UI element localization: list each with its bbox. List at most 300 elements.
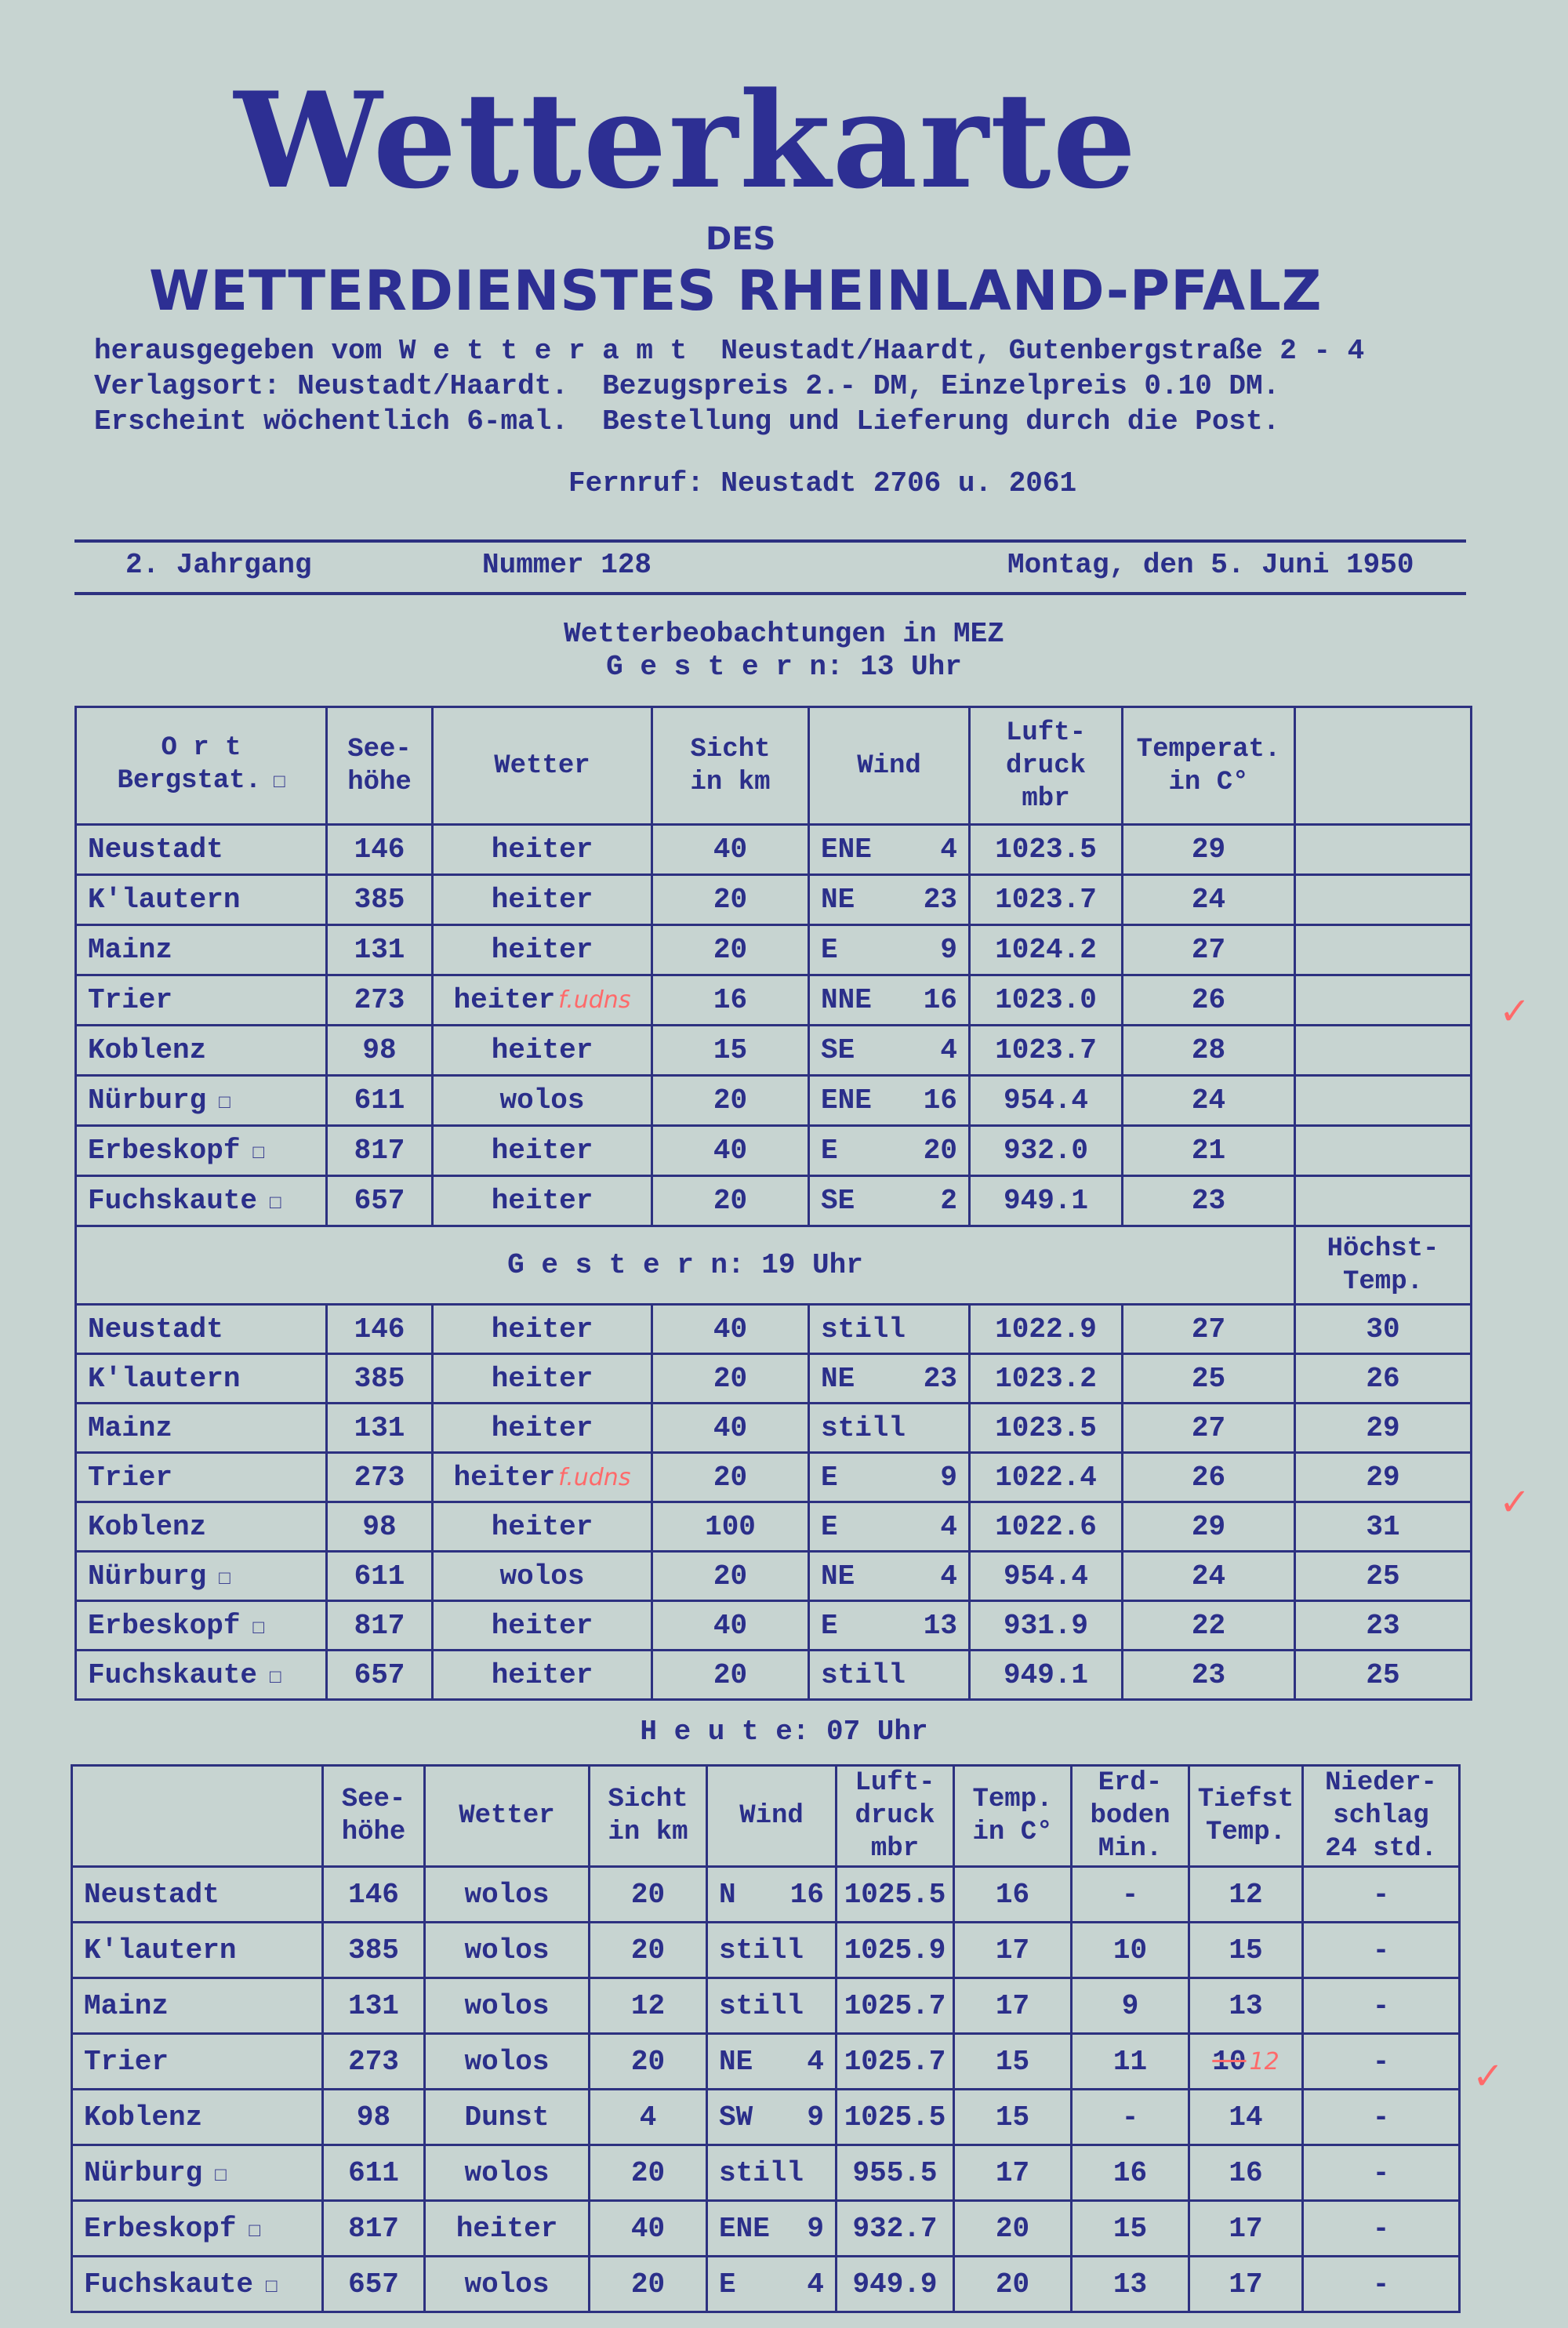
elevation-cell: 131 <box>327 1404 433 1453</box>
elevation-cell: 385 <box>327 875 433 925</box>
weather-cell <box>433 1552 652 1601</box>
weather-cell: Dunst <box>425 2090 590 2145</box>
mountain-station-icon: □ <box>252 1618 264 1640</box>
pressure-cell: 1023.7 <box>970 1026 1123 1076</box>
weather-cell <box>433 1453 652 1502</box>
station-label: Nürburg <box>88 1084 207 1117</box>
temperature-cell: 15 <box>954 2090 1072 2145</box>
station-label: K'lautern <box>88 884 241 916</box>
temperature-cell: 22 <box>1123 1601 1295 1651</box>
wind-speed: 9 <box>807 2212 824 2245</box>
station-name <box>76 925 327 975</box>
max-temperature-cell: 29 <box>1295 1453 1472 1502</box>
handwritten-note: f.udns <box>558 1463 631 1491</box>
weather-cell <box>433 1651 652 1700</box>
visibility-cell: 40 <box>590 2201 707 2257</box>
table-row <box>76 1651 1472 1700</box>
pressure-cell: 1023.2 <box>970 1354 1123 1404</box>
max-temperature-cell: 31 <box>1295 1502 1472 1552</box>
visibility-cell: 20 <box>652 1076 809 1126</box>
weather-cell: wolos <box>425 1867 590 1923</box>
table-row <box>76 1552 1472 1601</box>
ground-min-cell: - <box>1072 2090 1189 2145</box>
station-label: Koblenz <box>84 2101 203 2134</box>
pressure-cell: 1025.7 <box>837 2034 954 2090</box>
ground-min-cell: 11 <box>1072 2034 1189 2090</box>
weather-text: heiter <box>453 1461 556 1494</box>
wind-value <box>815 1034 964 1066</box>
station-name <box>76 825 327 875</box>
visibility-cell: 16 <box>652 975 809 1026</box>
station-name <box>76 1354 327 1404</box>
temperature-cell: 17 <box>954 1923 1072 1978</box>
min-temperature-value: 13 <box>1229 1989 1263 2022</box>
header-sicht: Sicht in km <box>652 707 809 825</box>
wind-speed: 4 <box>940 1560 957 1593</box>
station-label: Mainz <box>88 934 173 966</box>
station-name <box>76 1453 327 1502</box>
wind-cell <box>809 975 970 1026</box>
wind-cell <box>809 925 970 975</box>
empty-cell <box>1295 1026 1472 1076</box>
wind-direction: ENE <box>821 834 872 866</box>
table-row <box>72 2034 1460 2090</box>
wind-direction: E <box>821 1609 838 1642</box>
wind-speed: 9 <box>940 1461 957 1494</box>
station-name <box>76 1076 327 1126</box>
wind-direction: still <box>821 1411 906 1444</box>
wind-value <box>713 2213 830 2245</box>
wind-speed: 4 <box>807 2045 824 2078</box>
min-temperature-cell <box>1189 2145 1303 2201</box>
precipitation-cell: - <box>1303 2090 1460 2145</box>
empty-cell <box>1295 1076 1472 1126</box>
schedule-line: Erscheint wöchentlich 6-mal. Bestellung und Lieferung durch die Post. <box>94 405 1280 438</box>
visibility-cell: 20 <box>590 2257 707 2312</box>
wind-value <box>815 934 964 966</box>
table-row <box>76 1126 1472 1176</box>
table-row <box>76 1502 1472 1552</box>
pressure-cell: 955.5 <box>837 2145 954 2201</box>
visibility-cell: 40 <box>652 1305 809 1354</box>
wind-value <box>713 2046 830 2078</box>
station-name <box>76 1552 327 1601</box>
elevation-cell: 817 <box>323 2201 425 2257</box>
pressure-cell: 949.1 <box>970 1176 1123 1226</box>
min-temperature-cell <box>1189 2201 1303 2257</box>
wind-value <box>815 1185 964 1217</box>
mountain-station-icon: □ <box>270 1667 281 1689</box>
divider-top <box>74 539 1466 543</box>
wind-cell <box>809 1076 970 1126</box>
wind-direction: NE <box>719 2045 753 2078</box>
wind-cell <box>809 1552 970 1601</box>
weather-cell <box>433 1126 652 1176</box>
weather-text: wolos <box>499 1084 585 1117</box>
temperature-cell: 29 <box>1123 825 1295 875</box>
weather-cell: wolos <box>425 1978 590 2034</box>
observations-today-table <box>71 1764 1461 2313</box>
wind-speed: 20 <box>923 1135 957 1167</box>
weather-text: heiter <box>491 834 593 866</box>
weather-cell <box>433 1404 652 1453</box>
elevation-cell: 611 <box>323 2145 425 2201</box>
report-title: Wetterkarte <box>234 63 1138 218</box>
wind-value <box>815 1610 964 1642</box>
station-name <box>72 2201 323 2257</box>
station-name <box>72 2257 323 2312</box>
mountain-station-icon: □ <box>249 2221 260 2243</box>
ground-min-cell: 10 <box>1072 1923 1189 1978</box>
mountain-station-icon: □ <box>252 1143 264 1164</box>
wind-direction: SE <box>821 1034 855 1066</box>
station-label: Neustadt <box>88 834 223 866</box>
table-header-row <box>72 1766 1460 1867</box>
weather-cell <box>433 1502 652 1552</box>
wind-cell <box>809 1126 970 1176</box>
wind-value <box>713 2157 830 2189</box>
pressure-cell: 949.9 <box>837 2257 954 2312</box>
wind-cell <box>707 2257 837 2312</box>
min-temperature-cell <box>1189 1978 1303 2034</box>
visibility-cell: 100 <box>652 1502 809 1552</box>
ground-min-cell: 15 <box>1072 2201 1189 2257</box>
elevation-cell: 98 <box>327 1502 433 1552</box>
wind-direction: SE <box>821 1185 855 1217</box>
station-label: Trier <box>88 1461 173 1494</box>
header-wetter: Wetter <box>433 707 652 825</box>
weather-text: heiter <box>453 984 556 1016</box>
wind-direction: E <box>821 1461 838 1494</box>
station-label: Fuchskaute <box>88 1658 258 1691</box>
wind-direction: N <box>719 1878 736 1911</box>
visibility-cell: 40 <box>652 825 809 875</box>
wind-value <box>815 1462 964 1494</box>
precipitation-cell: - <box>1303 2145 1460 2201</box>
temperature-cell: 23 <box>1123 1651 1295 1700</box>
ground-min-cell: 13 <box>1072 2257 1189 2312</box>
section3-subtitle: H e u t e: 07 Uhr <box>640 1716 928 1748</box>
handwritten-correction: 12 <box>1249 2047 1279 2076</box>
station-label: Nürburg <box>88 1560 207 1593</box>
header-wind: Wind <box>809 707 970 825</box>
visibility-cell: 20 <box>590 2034 707 2090</box>
ground-min-cell: 16 <box>1072 2145 1189 2201</box>
min-temperature-value: 10 <box>1212 2045 1247 2078</box>
visibility-cell: 15 <box>652 1026 809 1076</box>
wind-direction: still <box>821 1313 906 1346</box>
wind-cell <box>809 1651 970 1700</box>
wind-direction: E <box>821 1135 838 1167</box>
weather-text: heiter <box>491 1609 593 1642</box>
min-temperature-cell <box>1189 1867 1303 1923</box>
weather-text: heiter <box>491 1411 593 1444</box>
temperature-cell: 20 <box>954 2201 1072 2257</box>
elevation-cell: 611 <box>327 1076 433 1126</box>
wind-speed: 23 <box>923 884 957 916</box>
header-hoehe: See- höhe <box>323 1766 425 1867</box>
table-row <box>76 1026 1472 1076</box>
station-label: Erbeskopf <box>88 1609 241 1642</box>
table-row <box>76 1404 1472 1453</box>
station-name <box>76 1404 327 1453</box>
wind-direction: still <box>821 1658 906 1691</box>
ground-min-cell: 9 <box>1072 1978 1189 2034</box>
temperature-cell: 26 <box>1123 975 1295 1026</box>
station-name <box>76 1651 327 1700</box>
wind-direction: NE <box>821 1560 855 1593</box>
elevation-cell: 146 <box>323 1867 425 1923</box>
wind-cell <box>707 1923 837 1978</box>
check-mark-icon: ✓ <box>1472 2054 1504 2098</box>
wind-cell <box>707 2201 837 2257</box>
empty-cell <box>1295 825 1472 875</box>
station-name <box>76 1126 327 1176</box>
wind-direction: still <box>719 1989 804 2022</box>
weather-cell <box>433 875 652 925</box>
header-temp: Temp. in C° <box>954 1766 1072 1867</box>
wind-value <box>815 1659 964 1691</box>
wind-value <box>815 1560 964 1593</box>
temperature-cell: 17 <box>954 1978 1072 2034</box>
observations-caption: Wetterbeobachtungen in MEZ <box>564 618 1004 650</box>
table-row <box>72 1867 1460 1923</box>
wind-cell <box>809 1453 970 1502</box>
station-name <box>72 1867 323 1923</box>
header-empty <box>72 1766 323 1867</box>
section1-subtitle: G e s t e r n: 13 Uhr <box>606 651 962 683</box>
wind-value <box>815 1363 964 1395</box>
pressure-cell: 1023.5 <box>970 1404 1123 1453</box>
station-name <box>72 2034 323 2090</box>
weather-cell <box>433 1354 652 1404</box>
wind-speed: 16 <box>789 1878 824 1911</box>
weather-text: heiter <box>491 1034 593 1066</box>
pressure-cell: 1024.2 <box>970 925 1123 975</box>
wind-direction: still <box>719 1934 804 1967</box>
wind-value <box>815 984 964 1016</box>
weather-cell: wolos <box>425 2257 590 2312</box>
empty-cell <box>1295 1126 1472 1176</box>
wind-value <box>815 1313 964 1346</box>
issue-date: Montag, den 5. Juni 1950 <box>1007 549 1414 581</box>
wind-cell <box>809 1601 970 1651</box>
visibility-cell: 20 <box>652 1552 809 1601</box>
elevation-cell: 385 <box>323 1923 425 1978</box>
table-row <box>72 2145 1460 2201</box>
temperature-cell: 27 <box>1123 925 1295 975</box>
location-price-line: Verlagsort: Neustadt/Haardt. Bezugspreis 2.- DM, Einzelpreis 0.10 DM. <box>94 370 1280 402</box>
pressure-cell: 1022.6 <box>970 1502 1123 1552</box>
min-temperature-cell <box>1189 2257 1303 2312</box>
station-name <box>76 1305 327 1354</box>
table-row <box>76 1076 1472 1126</box>
visibility-cell: 4 <box>590 2090 707 2145</box>
mountain-station-icon: □ <box>266 2276 278 2298</box>
wind-speed: 4 <box>940 1034 957 1066</box>
wind-speed: 9 <box>940 934 957 966</box>
visibility-cell: 12 <box>590 1978 707 2034</box>
empty-cell <box>1295 975 1472 1026</box>
table-row <box>76 1176 1472 1226</box>
station-name <box>76 1601 327 1651</box>
pressure-cell: 1025.9 <box>837 1923 954 1978</box>
section2-title-row <box>76 1226 1472 1305</box>
header-tiefst: Tiefst Temp. <box>1189 1766 1303 1867</box>
wind-speed: 23 <box>923 1362 957 1395</box>
wind-speed: 9 <box>807 2101 824 2134</box>
wind-value <box>815 834 964 866</box>
elevation-cell: 98 <box>327 1026 433 1076</box>
station-label: Trier <box>88 984 173 1016</box>
ground-min-cell: - <box>1072 1867 1189 1923</box>
observations-yesterday-table <box>74 706 1472 1701</box>
empty-cell <box>1295 1176 1472 1226</box>
wind-value <box>815 1135 964 1167</box>
empty-cell <box>1295 875 1472 925</box>
elevation-cell: 146 <box>327 1305 433 1354</box>
temperature-cell: 27 <box>1123 1305 1295 1354</box>
station-name <box>76 1502 327 1552</box>
wind-cell <box>809 1305 970 1354</box>
min-temperature-value: 17 <box>1229 2268 1263 2301</box>
mountain-station-icon: □ <box>219 1568 230 1590</box>
weather-cell <box>433 1176 652 1226</box>
header-wetter: Wetter <box>425 1766 590 1867</box>
table-row <box>72 1978 1460 2034</box>
station-label: Fuchskaute <box>88 1185 258 1217</box>
pressure-cell: 1023.0 <box>970 975 1123 1026</box>
wind-value <box>815 884 964 916</box>
table-row <box>76 875 1472 925</box>
header-temp: Temperat. in C° <box>1123 707 1295 825</box>
temperature-cell: 23 <box>1123 1176 1295 1226</box>
wind-speed: 4 <box>940 1510 957 1543</box>
wind-direction: NNE <box>821 984 872 1016</box>
mountain-station-icon: □ <box>219 1093 230 1114</box>
section2-subtitle: G e s t e r n: 19 Uhr <box>76 1226 1295 1305</box>
station-name <box>76 1026 327 1076</box>
wind-cell <box>707 2145 837 2201</box>
wind-speed: 4 <box>940 834 957 866</box>
max-temperature-cell: 23 <box>1295 1601 1472 1651</box>
visibility-cell: 20 <box>652 1651 809 1700</box>
station-name <box>72 1978 323 2034</box>
max-temperature-cell: 26 <box>1295 1354 1472 1404</box>
wind-value <box>815 1511 964 1543</box>
station-label: Nürburg <box>84 2156 203 2189</box>
temperature-cell: 26 <box>1123 1453 1295 1502</box>
pressure-cell: 1022.9 <box>970 1305 1123 1354</box>
min-temperature-value: 17 <box>1229 2212 1263 2245</box>
visibility-cell: 20 <box>652 1453 809 1502</box>
divider-bottom <box>74 592 1466 595</box>
wind-speed: 2 <box>940 1185 957 1217</box>
min-temperature-value: 12 <box>1229 1878 1263 1911</box>
table-row <box>76 1305 1472 1354</box>
table-row <box>76 975 1472 1026</box>
min-temperature-cell <box>1189 1923 1303 1978</box>
temperature-cell: 24 <box>1123 1552 1295 1601</box>
elevation-cell: 657 <box>327 1176 433 1226</box>
weather-cell <box>433 1026 652 1076</box>
precipitation-cell: - <box>1303 2257 1460 2312</box>
weather-text: heiter <box>491 1658 593 1691</box>
mountain-station-icon: □ <box>270 1193 281 1215</box>
wind-direction: E <box>821 1510 838 1543</box>
elevation-cell: 817 <box>327 1126 433 1176</box>
mountain-station-icon: □ <box>215 2165 227 2187</box>
station-label: K'lautern <box>88 1362 241 1395</box>
pressure-cell: 1022.4 <box>970 1453 1123 1502</box>
visibility-cell: 40 <box>652 1601 809 1651</box>
temperature-cell: 28 <box>1123 1026 1295 1076</box>
issue-number: Nummer 128 <box>482 549 652 581</box>
table-row <box>76 1453 1472 1502</box>
station-label: Mainz <box>88 1411 173 1444</box>
precipitation-cell: - <box>1303 2201 1460 2257</box>
table-row <box>76 1354 1472 1404</box>
elevation-cell: 131 <box>323 1978 425 2034</box>
header-wind: Wind <box>707 1766 837 1867</box>
weather-cell <box>433 1076 652 1126</box>
wind-cell <box>809 1502 970 1552</box>
weather-cell <box>433 825 652 875</box>
weather-text: heiter <box>491 1510 593 1543</box>
table-header-row <box>76 707 1472 825</box>
min-temperature-value: 16 <box>1229 2156 1263 2189</box>
elevation-cell: 657 <box>327 1651 433 1700</box>
precipitation-cell: - <box>1303 1978 1460 2034</box>
temperature-cell: 24 <box>1123 1076 1295 1126</box>
weather-text: heiter <box>491 884 593 916</box>
min-temperature-value: 15 <box>1229 1934 1263 1967</box>
wind-direction: E <box>719 2268 736 2301</box>
elevation-cell: 131 <box>327 925 433 975</box>
table-row <box>72 1923 1460 1978</box>
wind-cell <box>707 1978 837 2034</box>
elevation-cell: 273 <box>323 2034 425 2090</box>
phone-line: Fernruf: Neustadt 2706 u. 2061 <box>568 467 1077 499</box>
header-empty <box>1295 707 1472 825</box>
title-des: DES <box>706 221 776 257</box>
weather-text: heiter <box>491 1362 593 1395</box>
station-label: Mainz <box>84 1989 169 2022</box>
header-hoehe: See- höhe <box>327 707 433 825</box>
pressure-cell: 1025.5 <box>837 2090 954 2145</box>
station-label: Koblenz <box>88 1510 207 1543</box>
pressure-cell: 1023.5 <box>970 825 1123 875</box>
wind-cell <box>809 825 970 875</box>
station-name <box>76 1176 327 1226</box>
station-label: Neustadt <box>88 1313 223 1346</box>
weather-cell: wolos <box>425 1923 590 1978</box>
visibility-cell: 40 <box>652 1404 809 1453</box>
wind-cell <box>809 1026 970 1076</box>
wind-value <box>713 1990 830 2022</box>
header-erdboden: Erd- boden Min. <box>1072 1766 1189 1867</box>
max-temperature-cell: 25 <box>1295 1552 1472 1601</box>
wind-cell <box>707 2090 837 2145</box>
weather-cell <box>433 1601 652 1651</box>
visibility-cell: 20 <box>590 1867 707 1923</box>
wind-value <box>713 1879 830 1911</box>
pressure-cell: 1023.7 <box>970 875 1123 925</box>
temperature-cell: 21 <box>1123 1126 1295 1176</box>
check-mark-icon: ✓ <box>1499 1480 1531 1524</box>
header-niederschlag: Nieder- schlag 24 std. <box>1303 1766 1460 1867</box>
min-temperature-cell <box>1189 2034 1303 2090</box>
